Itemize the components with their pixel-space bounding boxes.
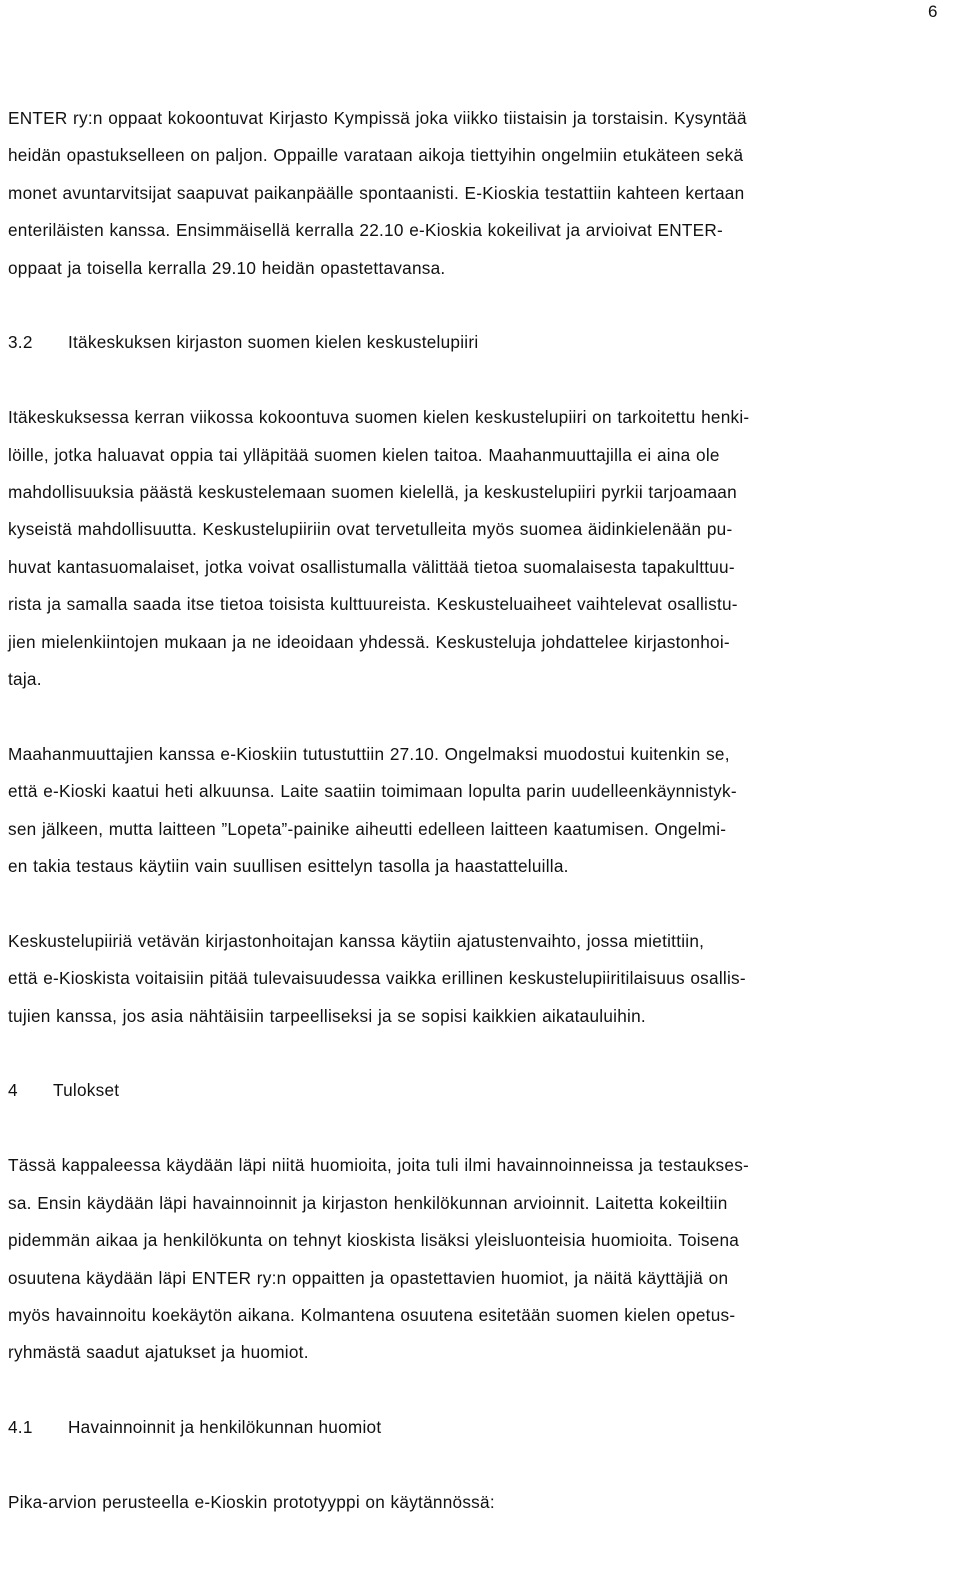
spacer: [8, 287, 950, 324]
text-line: oppaat ja toisella kerralla 29.10 heidän opastettavansa.: [8, 257, 446, 278]
document-body: [8, 100, 950, 1521]
text-line: myös havainnoitu koekäytön aikana. Kolmantena osuutena esitetään suomen kielen opetus-: [8, 1304, 736, 1325]
section-title: Havainnoinnit ja henkilökunnan huomiot: [68, 1417, 382, 1438]
paragraph-quick-evaluation: [8, 1484, 950, 1521]
spacer: [8, 362, 950, 399]
page-number: 6: [928, 2, 938, 21]
text-line: huvat kantasuomalaiset, jotka voivat osallistumalla välittää tietoa suomalaisesta tapakulttuu-: [8, 556, 735, 577]
text-line: että e-Kioskista voitaisiin pitää tulevaisuudessa vaikka erillinen keskustelupiiritilaisuus osallis-: [8, 968, 746, 989]
text-line: että e-Kioski kaatui heti alkuunsa. Laite saatiin toimimaan lopulta parin uudelleenkäynnistyk-: [8, 781, 737, 802]
text-line: monet avuntarvitsijat saapuvat paikanpäälle spontaanisti. E-Kioskia testattiin kahteen kertaan: [8, 182, 745, 203]
paragraph-discussion-circle: [8, 399, 950, 698]
text-line: heidän opastukselleen on paljon. Oppaille varataan aikoja tiettyihin ongelmiin etukäteen sekä: [8, 145, 744, 166]
text-line: en takia testaus käytiin vain suullisen esittelyn tasolla ja haastatteluilla.: [8, 856, 569, 877]
text-line: Keskustelupiiriä vetävän kirjastonhoitajan kanssa käytiin ajatustenvaihto, jossa mietittiin,: [8, 930, 705, 951]
section-heading-4-1: [8, 1409, 950, 1446]
text-line: Tässä kappaleessa käydään läpi niitä huomioita, joita tuli ilmi havainnoinneissa ja testaukses-: [8, 1155, 750, 1176]
section-heading-4: [8, 1072, 950, 1109]
section-title: Itäkeskuksen kirjaston suomen kielen keskustelupiiri: [68, 332, 479, 353]
text-line: taja.: [8, 669, 42, 690]
section-number: 3.2: [8, 332, 33, 353]
text-line: ryhmästä saadut ajatukset ja huomiot.: [8, 1342, 309, 1363]
text-line: jien mielenkiintojen mukaan ja ne ideoidaan yhdessä. Keskusteluja johdattelee kirjastonhoi-: [8, 631, 730, 652]
text-line: ENTER ry:n oppaat kokoontuvat Kirjasto Kympissä joka viikko tiistaisin ja torstaisin. Kysyntää: [8, 108, 747, 128]
text-line: Pika-arvion perusteella e-Kioskin prototyyppi on käytännössä:: [8, 1491, 495, 1512]
paragraph-enter-guides: [8, 100, 950, 287]
spacer: [8, 1035, 950, 1072]
text-line: Itäkeskuksessa kerran viikossa kokoontuva suomen kielen keskustelupiiri on tarkoitettu henki-: [8, 407, 750, 428]
text-line: pidemmän aikaa ja henkilökunta on tehnyt kioskista lisäksi yleisluonteisia huomioita. Toisena: [8, 1230, 740, 1251]
section-number: 4.1: [8, 1417, 33, 1438]
text-line: sa. Ensin käydään läpi havainnoinnit ja kirjaston henkilökunnan arvioinnit. Laitetta kokeiltiin: [8, 1192, 728, 1213]
paragraph-immigrants-testing: [8, 736, 950, 886]
spacer: [8, 1447, 950, 1484]
text-line: sen jälkeen, mutta laitteen ”Lopeta”-painike aiheutti edelleen laitteen kaatumisen. Ongelmi-: [8, 818, 727, 839]
section-title: Tulokset: [53, 1080, 120, 1101]
spacer: [8, 1110, 950, 1147]
text-line: osuutena käydään läpi ENTER ry:n oppaitten ja opastettavien huomiot, ja näitä käyttäjiä on: [8, 1267, 729, 1288]
spacer: [8, 885, 950, 922]
text-line: Maahanmuuttajien kanssa e-Kioskiin tutustuttiin 27.10. Ongelmaksi muodostui kuitenkin se,: [8, 743, 730, 764]
paragraph-librarian-discussion: [8, 923, 950, 1035]
paragraph-results-intro: [8, 1147, 950, 1371]
spacer: [8, 1372, 950, 1409]
text-line: rista ja samalla saada itse tietoa toisista kulttuureista. Keskusteluaiheet vaihtelevat osallistu-: [8, 594, 738, 615]
text-line: enteriläisten kanssa. Ensimmäisellä kerralla 22.10 e-Kioskia kokeilivat ja arvioivat ENTER-: [8, 220, 724, 241]
text-line: kyseistä mahdollisuutta. Keskustelupiiriin ovat tervetulleita myös suomea äidinkielenään pu-: [8, 519, 733, 540]
text-line: löille, jotka haluavat oppia tai ylläpitää suomen kielen taitoa. Maahanmuuttajilla ei aina ole: [8, 444, 720, 465]
text-line: mahdollisuuksia päästä keskustelemaan suomen kielellä, ja keskustelupiiri pyrkii tarjoamaan: [8, 482, 737, 503]
section-heading-3-2: [8, 324, 950, 361]
spacer: [8, 698, 950, 735]
text-line: tujien kanssa, jos asia nähtäisiin tarpeelliseksi ja se sopisi kaikkien aikatauluihin.: [8, 1005, 646, 1026]
section-number: 4: [8, 1080, 18, 1101]
